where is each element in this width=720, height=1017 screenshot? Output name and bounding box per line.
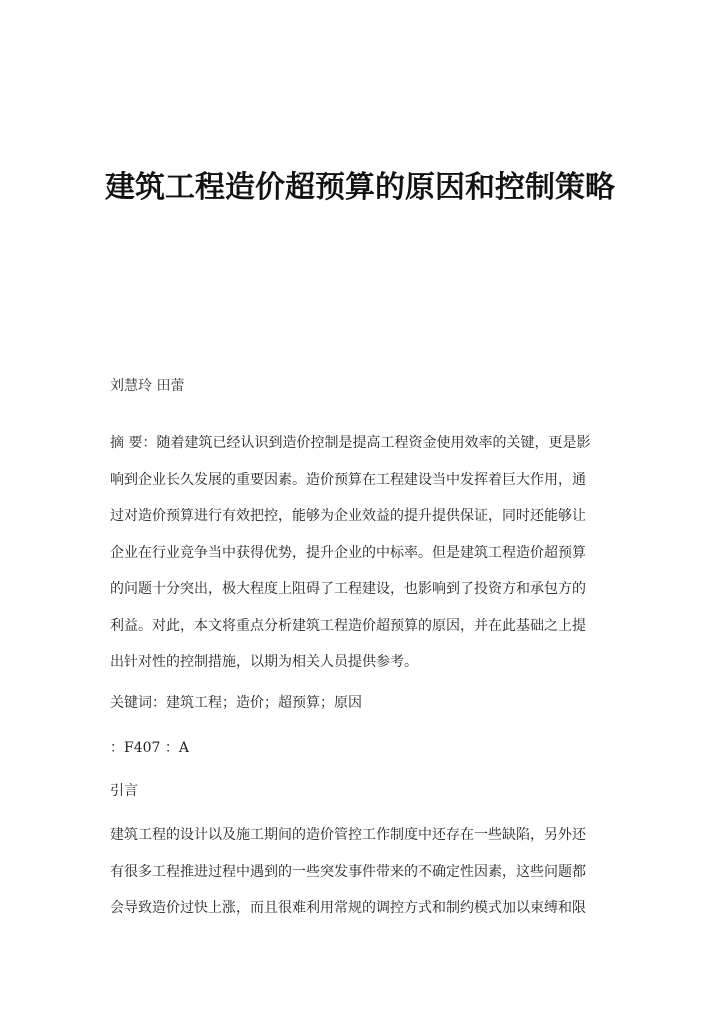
intro-line: 会导致造价过快上涨，而且很难利用常规的调控方式和制约模式加以束缚和限 [110,900,586,916]
intro-line: 有很多工程推进过程中遇到的一些突发事件带来的不确定性因素，这些问题都 [110,863,586,880]
abstract-line: 出针对性的控制措施，以期为相关人员提供参考。 [110,654,418,670]
abstract-line: 企业在行业竞争当中获得优势，提升企业的中标率。但是建筑工程造价超预算 [110,544,586,561]
intro-paragraph [110,817,612,927]
abstract-line: 过对造价预算进行有效把控，能够为企业效益的提升提供保证，同时还能够让 [110,508,586,524]
classification-number: ：F407 ：A [110,740,189,756]
abstract-line: 响到企业长久发展的重要因素。造价预算在工程建设当中发挥着巨大作用，通 [110,471,586,488]
abstract-paragraph [110,425,612,681]
abstract-line: 的问题十分突出，极大程度上阻碍了工程建设，也影响到了投资方和承包方的 [110,581,586,597]
section-heading-intro: 引言 [110,783,138,799]
document-title: 建筑工程造价超预算的原因和控制策略 [105,170,615,205]
document-authors: 刘慧玲 田蕾 [110,378,185,394]
abstract-line: 利益。对此，本文将重点分析建筑工程造价超预算的原因，并在此基础之上提 [110,617,586,634]
intro-line: 建筑工程的设计以及施工期间的造价管控工作制度中还存在一些缺陷，另外还 [110,827,586,843]
abstract-line: 摘 要：随着建筑已经认识到造价控制是提高工程资金使用效率的关键，更是影 [110,435,591,451]
keywords: 关键词：建筑工程；造价；超预算；原因 [110,695,362,711]
